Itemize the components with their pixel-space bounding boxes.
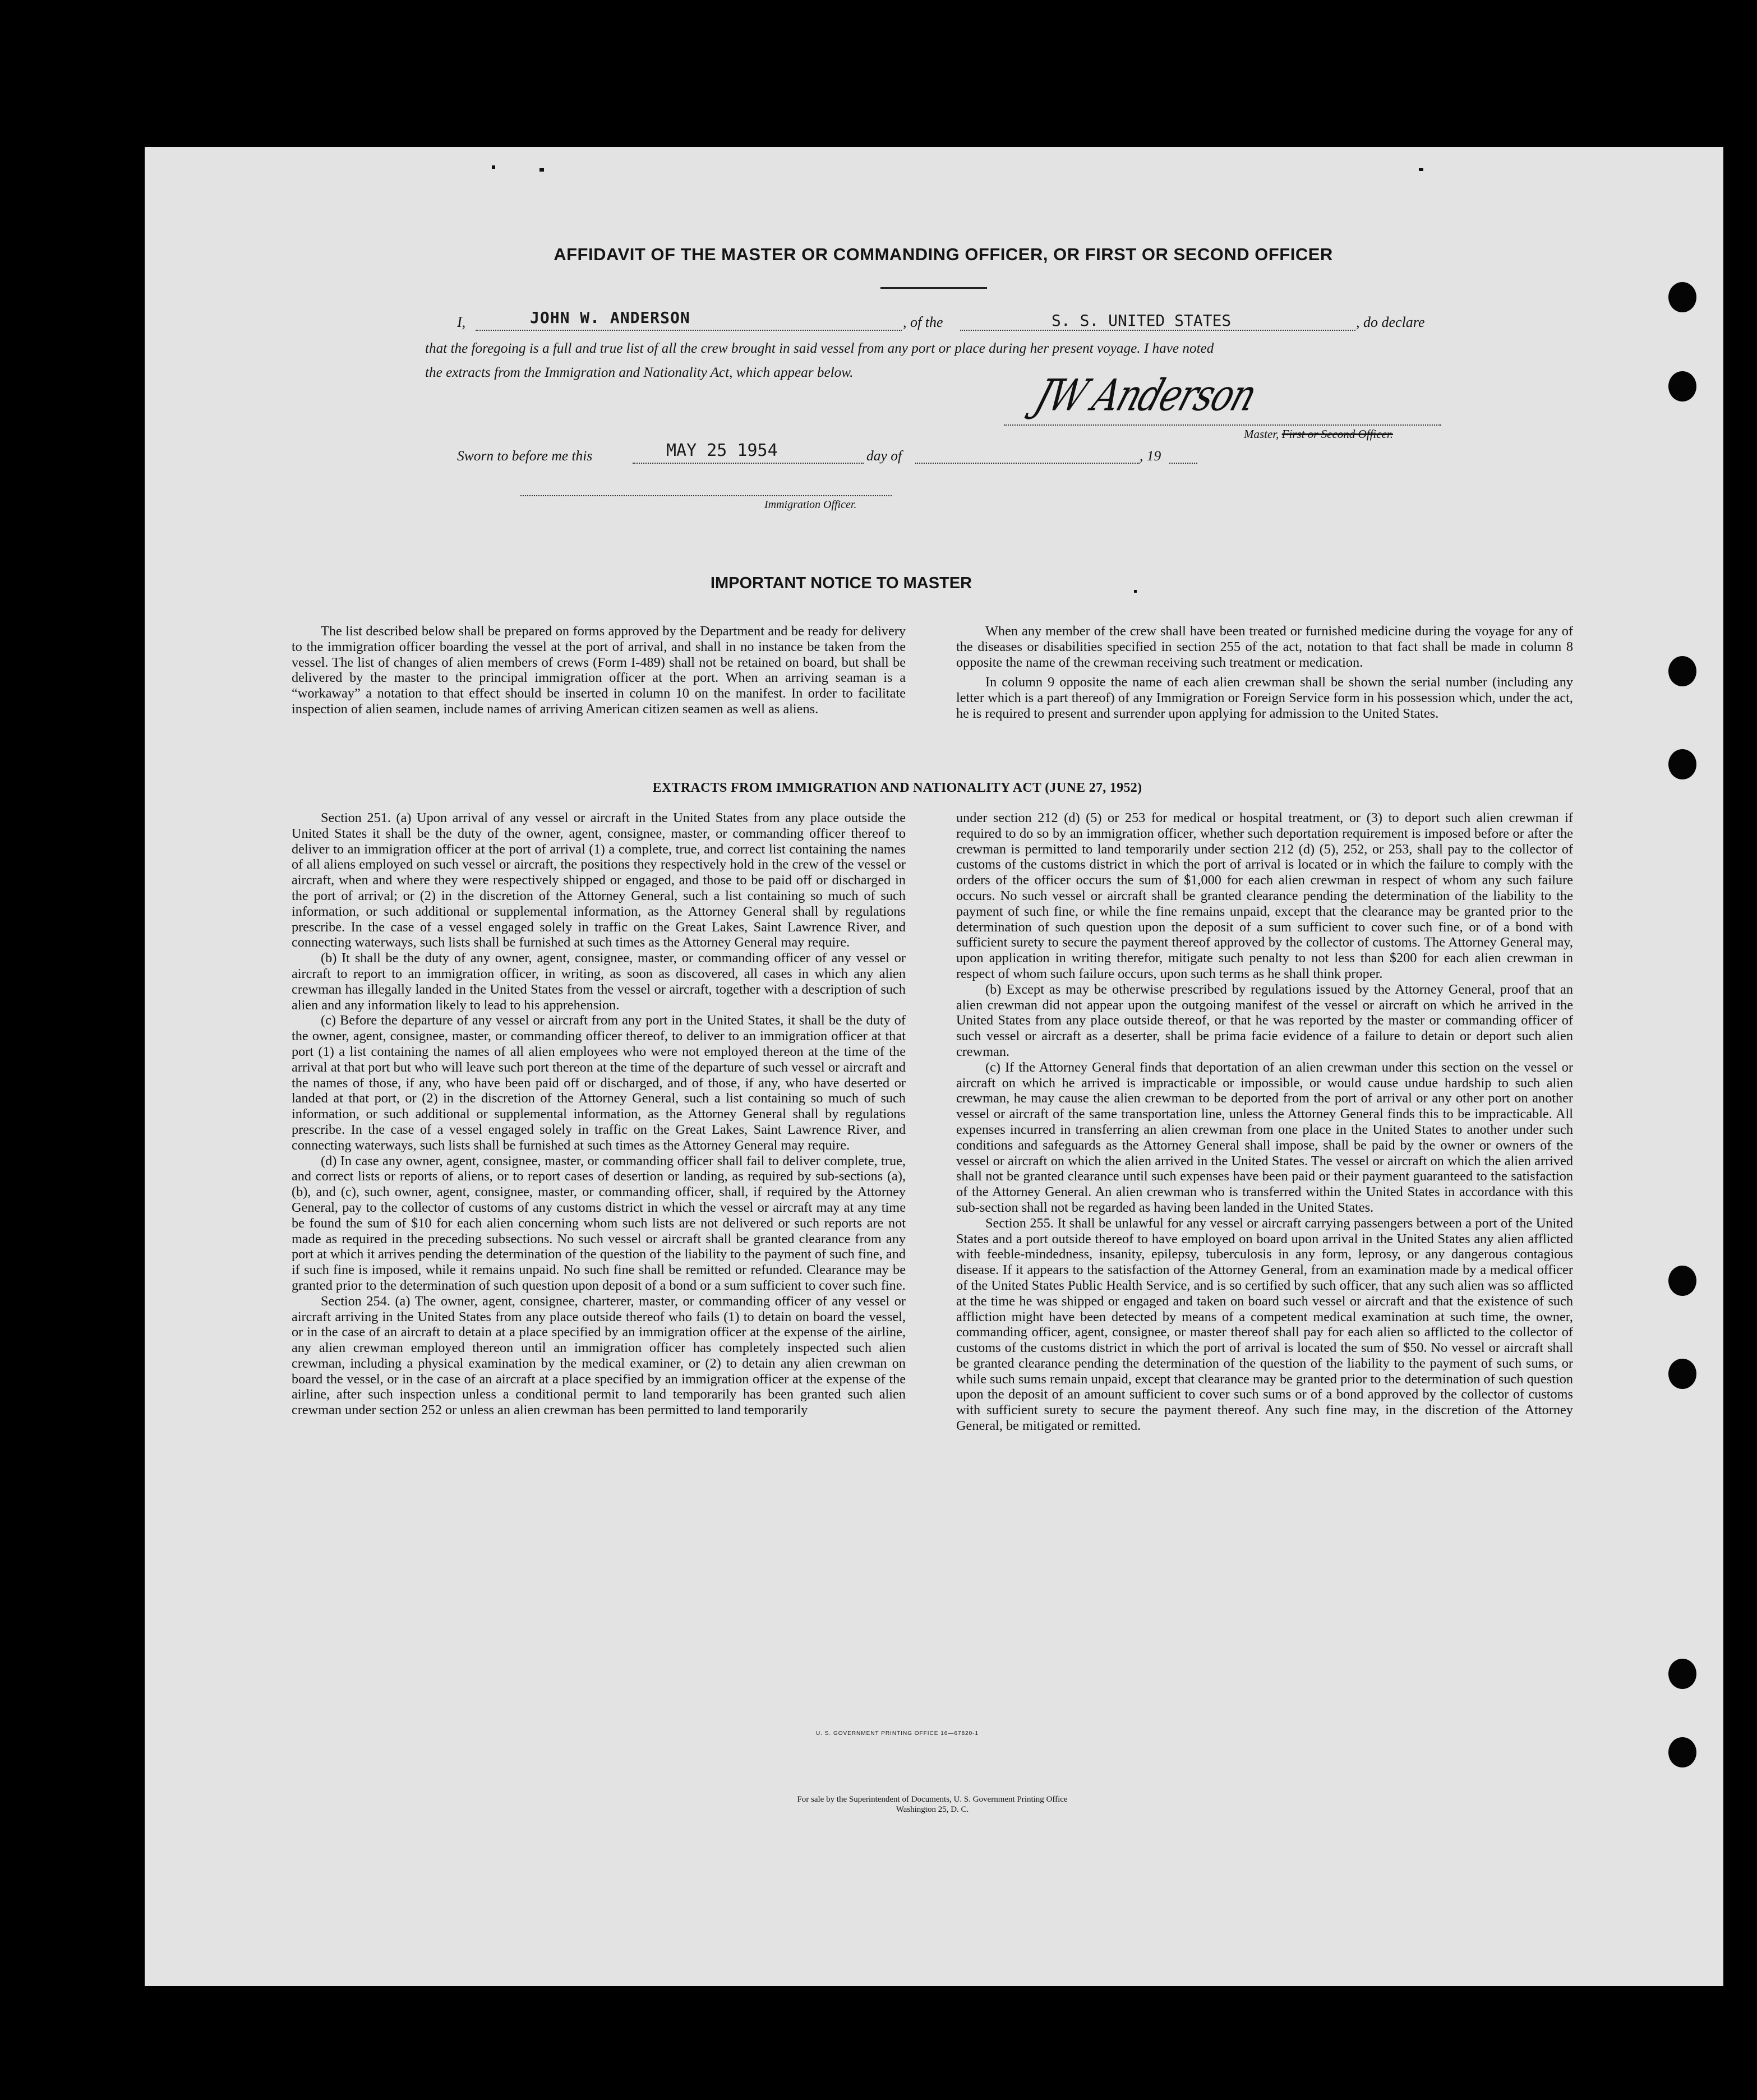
officer-signature-line: [520, 495, 892, 496]
notice-title: IMPORTANT NOTICE TO MASTER: [710, 574, 972, 592]
role-struck-text: First or Second Officer.: [1281, 427, 1393, 441]
affidavit-statement-line: the extracts from the Immigration and Nationality Act, which appear below.: [425, 365, 854, 380]
role-master-text: Master,: [1244, 427, 1279, 441]
sale-notice-line: For sale by the Superintendent of Documents, U. S. Government Printing Office: [797, 1795, 1068, 1804]
section-251a: Section 251. (a) Upon arrival of any vessel or aircraft in the United States from any place outside the United States it shall be the duty of the owner, agent, consignee, master, or commanding officer thereof to deliver to an immigration officer at the port of arrival (1) a complete, true, and correct list containing the names of all aliens employed on such vessel or aircraft, the positions they respectively hold in the crew of the vessel or aircraft, when and where they were respectively shipped or engaged, and those to be paid off or discharged in the port of arrival; or (2) in the discretion of the Attorney General, such a list containing so much of such information, or such additional or supplemental information, as the Attorney General shall by regulations prescribe. In the case of a vessel engaged solely in traffic on the Great Lakes, Saint Lawrence River, and connecting waterways, such lists shall be furnished at such times as the Attorney General may require.: [292, 810, 906, 950]
master-name-field-line: [476, 330, 902, 331]
day-of-field-line: [915, 463, 1140, 464]
sworn-date-stamp: MAY 25 1954: [666, 441, 778, 460]
notice-right-column: [956, 624, 1573, 722]
section-251b: (b) It shall be the duty of any owner, agent, consignee, master, or commanding officer of any vessel or aircraft to report to an immigration officer, in writing, as soon as discovered, all cases in which any alien crewman has illegally landed in the United States from the vessel or aircraft, together with a description of such alien and any information likely to lead to his apprehension.: [292, 950, 906, 1013]
master-role-label: [1244, 427, 1393, 441]
section-251c: (c) Before the departure of any vessel or aircraft from any port in the United States, it shall be the duty of the owner, agent, consignee, master, or commanding officer thereof, to deliver to an immigration officer at that port (1) a list containing the names of all alien employees who were not employed thereon at the time of the arrival at that port but who will leave such port thereon at the time of the departure of such vessel or aircraft and the names of those, if any, who have been paid off or discharged, and of those, if any, who have deserted or landed at that port, or (2) in the discretion of the Attorney General, such a list containing so much of such information, or such additional or supplemental information, as the Attorney General shall by regulations prescribe. In the case of a vessel engaged solely in traffic on the Great Lakes, Saint Lawrence River, and connecting waterways, such lists shall be furnished at such times as the Attorney General may require.: [292, 1013, 906, 1153]
ink-speck: [492, 165, 495, 169]
ink-speck: [1134, 590, 1137, 593]
year-label: , 19: [1140, 447, 1161, 464]
section-254c: (c) If the Attorney General finds that deportation of an alien crewman under this section on the vessel or aircraft on which he arrived is impracticable or impossible, or would cause undue hardship to such alien crewman, he may cause the alien crewman to be deported from the port of arrival or any other port on another vessel or aircraft of the same transportation line, unless the Attorney General finds this to be impracticable. All expenses incurred in transferring an alien crewman from one place in the United States to another under such conditions and safeguards as the Attorney General shall impose, shall be paid by the owner or owners of the vessel or aircraft on which the alien arrived in the United States. The vessel or aircraft on which the alien arrived shall not be granted clearance until such expenses have been paid or their payment guaranteed to the satisfaction of the Attorney General. An alien crewman who is transferred within the United States in accordance with this sub-section shall not be regarded as having been landed in the United States.: [956, 1059, 1573, 1215]
section-255: Section 255. It shall be unlawful for any vessel or aircraft carrying passengers between a port of the United States and a port outside thereof to have employed on board upon arrival in the United States any alien afflicted with feeble-mindedness, insanity, epilepsy, tuberculosis in any form, leprosy, or any dangerous contagious disease. If it appears to the satisfaction of the Attorney General, from an examination made by a medical officer of the United States Public Health Service, and is so certified by such officer, that any such alien was so afflicted at the time he was shipped or engaged and taken on board such vessel or aircraft and that the existence of such affliction might have been detected by means of a competent medical examination at such time, the owner, commanding officer, agent, consignee, or master thereof shall pay for each alien so afflicted to the collector of customs of the customs district in which the port of arrival is located the sum of $50. No vessel or aircraft shall be granted clearance pending the determination of the question of the liability to the payment of such sums, or while such sums remain unpaid, except that clearance may be granted prior to the determination of such question upon the deposit of an amount sufficient to cover such sums or of a bond approved by the collector of customs with sufficient surety to secure the payment thereof. Any such fine may, in the discretion of the Attorney General, be mitigated or remitted.: [956, 1215, 1573, 1434]
sworn-date-field-line: [633, 463, 864, 464]
master-signature: JW Anderson: [1029, 369, 1262, 421]
title-divider: [880, 287, 987, 289]
signature-line: [1004, 424, 1441, 426]
vessel-field-line: [960, 330, 1355, 331]
extracts-title: EXTRACTS FROM IMMIGRATION AND NATIONALITY ACT (JUNE 27, 1952): [652, 781, 1142, 795]
ink-speck: [539, 168, 544, 172]
printer-imprint: U. S. GOVERNMENT PRINTING OFFICE 16—67820-1: [815, 1730, 979, 1737]
declare-i-label: I,: [457, 314, 466, 330]
notice-paragraph: In column 9 opposite the name of each alien crewman shall be shown the serial number (including any letter which is a part thereof) of any Immigration or Foreign Service form in his possession which, under the act, he is required to present and surrender upon applying for admission to the United States.: [956, 675, 1573, 721]
section-254a: Section 254. (a) The owner, agent, consignee, charterer, master, or commanding officer of any vessel or aircraft arriving in the United States from any place outside thereof who fails (1) to detain on board the vessel, or in the case of an aircraft to detain at a place specified by an immigration officer at the expense of the airline, any alien crewman employed thereon until an immigration officer has completely inspected such alien crewman, including a physical examination by the medical examiner, or (2) to detain any alien crewman on board the vessel, or in the case of an aircraft at a place specified by an immigration officer at the expense of the airline, after such inspection unless a conditional permit to land temporarily has been granted such alien crewman under section 252 or unless an alien crewman has been permitted to land temporarily: [292, 1293, 906, 1418]
sale-notice-line: Washington 25, D. C.: [896, 1805, 969, 1814]
year-field-line: [1169, 463, 1197, 464]
of-the-label: , of the: [903, 314, 943, 330]
section-254a-continued: under section 212 (d) (5) or 253 for medical or hospital treatment, or (3) to deport such alien crewman if required to do so by an immigration officer, whether such deportation requirement is imposed before or after the crewman is permitted to land temporarily under section 212 (d) (5), 252, or 253, shall pay to the collector of customs of the customs district in which the port of arrival is located or in which the failure to comply with the orders of the officer occurs the sum of $1,000 for each alien crewman in respect of whom any such failure occurs. No such vessel or aircraft shall be granted clearance pending the determination of the liability to the payment of such fine, or while the fine remains unpaid, except that the clearance may be granted prior to the determination of such question upon the deposit of a sum sufficient to cover such fine, or of a bond with sufficient surety to secure the payment thereof approved by the collector of customs. The Attorney General may, upon application in writing therefor, mitigate such penalty to not less than $200 for each alien crewman in respect of whom such failure occurs, upon such terms as he shall think proper.: [956, 810, 1573, 981]
punch-hole: [1668, 1737, 1696, 1767]
punch-hole: [1668, 1266, 1696, 1296]
section-251d: (d) In case any owner, agent, consignee, master, or commanding officer shall fail to deliver complete, true, and correct lists or reports of aliens, or to report cases of desertion or landing, as required by sub-sections (a), (b), and (c), such owner, agent, consignee, master, or commanding officer, shall, if required by the Attorney General, pay to the collector of customs of any customs district in which the vessel or aircraft may at any time be found the sum of $10 for each alien concerning whom such lists are not delivered or such reports are not made as required in the preceding subsections. No such vessel or aircraft shall be granted clearance from any port at which it arrives pending the determination of the question of the liability to the payment of such fine, and if such fine is imposed, while it remains unpaid. No such fine shall be remitted or refunded. Clearance may be granted prior to the determination of such question upon deposit of a bond or a sum sufficient to cover such fine.: [292, 1153, 906, 1293]
punch-hole: [1668, 1659, 1696, 1689]
punch-hole: [1668, 749, 1696, 779]
extracts-right-column: [956, 810, 1573, 1434]
punch-hole: [1668, 656, 1696, 686]
ink-speck: [1419, 168, 1423, 171]
master-name-value: JOHN W. ANDERSON: [530, 308, 690, 327]
do-declare-label: , do declare: [1356, 314, 1425, 330]
notice-paragraph: When any member of the crew shall have been treated or furnished medicine during the voyage for any of the diseases or disabilities specified in section 255 of the act, notation to that fact shall be made in column 8 opposite the name of the crewman receiving such treatment or medication.: [956, 624, 1573, 670]
sale-notice: [561, 1794, 1304, 1815]
punch-hole: [1668, 371, 1696, 401]
extracts-left-column: [292, 810, 906, 1418]
affidavit-statement-line: that the foregoing is a full and true list of all the crew brought in said vessel from any port or place during her present voyage. I have noted: [425, 341, 1214, 356]
immigration-officer-label: Immigration Officer.: [764, 499, 857, 511]
punch-hole: [1668, 282, 1696, 312]
affidavit-title: AFFIDAVIT OF THE MASTER OR COMMANDING OFFICER, OR FIRST OR SECOND OFFICER: [554, 244, 1333, 264]
day-of-label: day of: [866, 447, 902, 464]
vessel-name-value: S. S. UNITED STATES: [1052, 311, 1232, 330]
notice-paragraph: The list described below shall be prepared on forms approved by the Department and be ready for delivery to the immigration officer boarding the vessel at the port of arrival, and shall in no instance be taken from the vessel. The list of changes of alien members of crews (Form I-489) shall not be retained on board, but shall be delivered by the master to the principal immigration officer at the port. When an arriving seaman is a “workaway” a notation to that effect should be inserted in column 10 on the manifest. In order to facilitate inspection of alien seamen, include names of arriving American citizen seamen as well as aliens.: [292, 624, 906, 717]
section-254b: (b) Except as may be otherwise prescribed by regulations issued by the Attorney General, proof that an alien crewman did not appear upon the outgoing manifest of the vessel or aircraft on which he arrived in the United States from any place outside thereof, or that he was reported by the master or commanding officer of such vessel or aircraft as a deserter, shall be prima facie evidence of a failure to detain or deport such alien crewman.: [956, 981, 1573, 1059]
notice-left-column: [292, 624, 906, 717]
punch-hole: [1668, 1359, 1696, 1389]
sworn-before-label: Sworn to before me this: [457, 447, 593, 464]
